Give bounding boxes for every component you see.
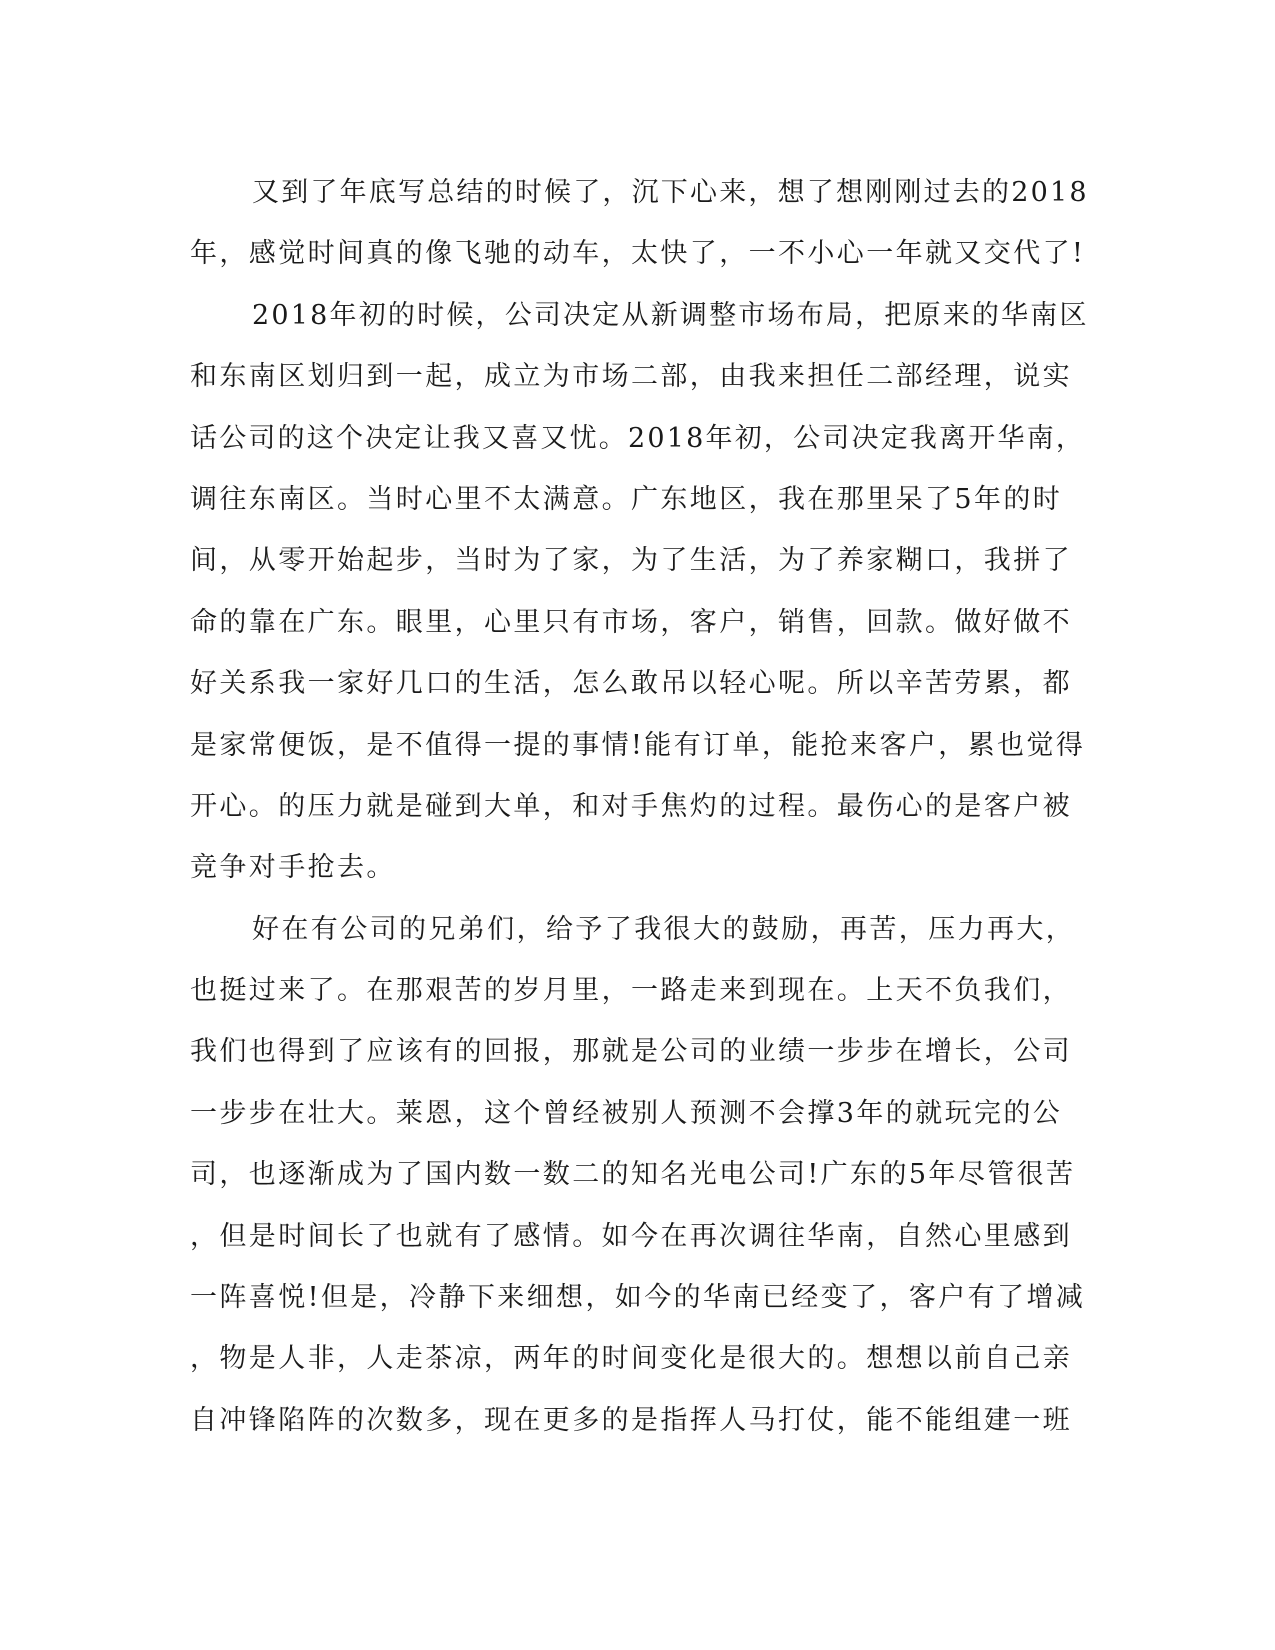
text-line: 又到了年底写总结的时候了，沉下心来，想了想刚刚过去的2018	[252, 177, 1089, 208]
text-line: 2018年初的时候，公司决定从新调整市场布局，把原来的华南区	[252, 299, 1089, 331]
text-line: 一步步在壮大。莱恩，这个曾经被别人预测不会撑3年的就玩完的公	[190, 1097, 1063, 1129]
text-line: 是家常便饭，是不值得一提的事情!能有订单，能抢来客户，累也觉得	[190, 729, 1086, 761]
text-line: 开心。的压力就是碰到大单，和对手焦灼的过程。最伤心的是客户被	[190, 790, 1072, 822]
text-line: 竞争对手抢去。	[190, 852, 396, 884]
text-line: 和东南区划归到一起，成立为市场二部，由我来担任二部经理，说实	[190, 361, 1072, 393]
text-line: 我们也得到了应该有的回报，那就是公司的业绩一步步在增长，公司	[190, 1036, 1072, 1068]
text-line: 命的靠在广东。眼里，心里只有市场，客户，销售，回款。做好做不	[190, 606, 1072, 638]
text-line: 一阵喜悦!但是，冷静下来细想，如今的华南已经变了，客户有了增减	[190, 1282, 1086, 1314]
text-line: 自冲锋陷阵的次数多，现在更多的是指挥人马打仗，能不能组建一班	[190, 1404, 1072, 1436]
text-line: ，但是时间长了也就有了感情。如今在再次调往华南，自然心里感到	[190, 1220, 1072, 1252]
text-line: 好关系我一家好几口的生活，怎么敢吊以轻心呢。所以辛苦劳累，都	[190, 668, 1072, 700]
text-line: 也挺过来了。在那艰苦的岁月里，一路走来到现在。上天不负我们，	[190, 975, 1072, 1007]
text-line: 年，感觉时间真的像飞驰的动车，太快了，一不小心一年就又交代了!	[190, 238, 1086, 270]
text-line: ，物是人非，人走茶凉，两年的时间变化是很大的。想想以前自己亲	[190, 1343, 1072, 1375]
text-line: 司，也逐渐成为了国内数一数二的知名光电公司!广东的5年尽管很苦	[190, 1159, 1076, 1191]
body-text	[190, 162, 1090, 1451]
text-line: 间，从零开始起步，当时为了家，为了生活，为了养家糊口，我拼了	[190, 545, 1072, 577]
text-line: 调往东南区。当时心里不太满意。广东地区，我在那里呆了5年的时	[190, 483, 1063, 515]
text-line: 好在有公司的兄弟们，给予了我很大的鼓励，再苦，压力再大，	[252, 913, 1076, 945]
text-line: 话公司的这个决定让我又喜又忧。2018年初，公司决定我离开华南，	[190, 422, 1086, 454]
